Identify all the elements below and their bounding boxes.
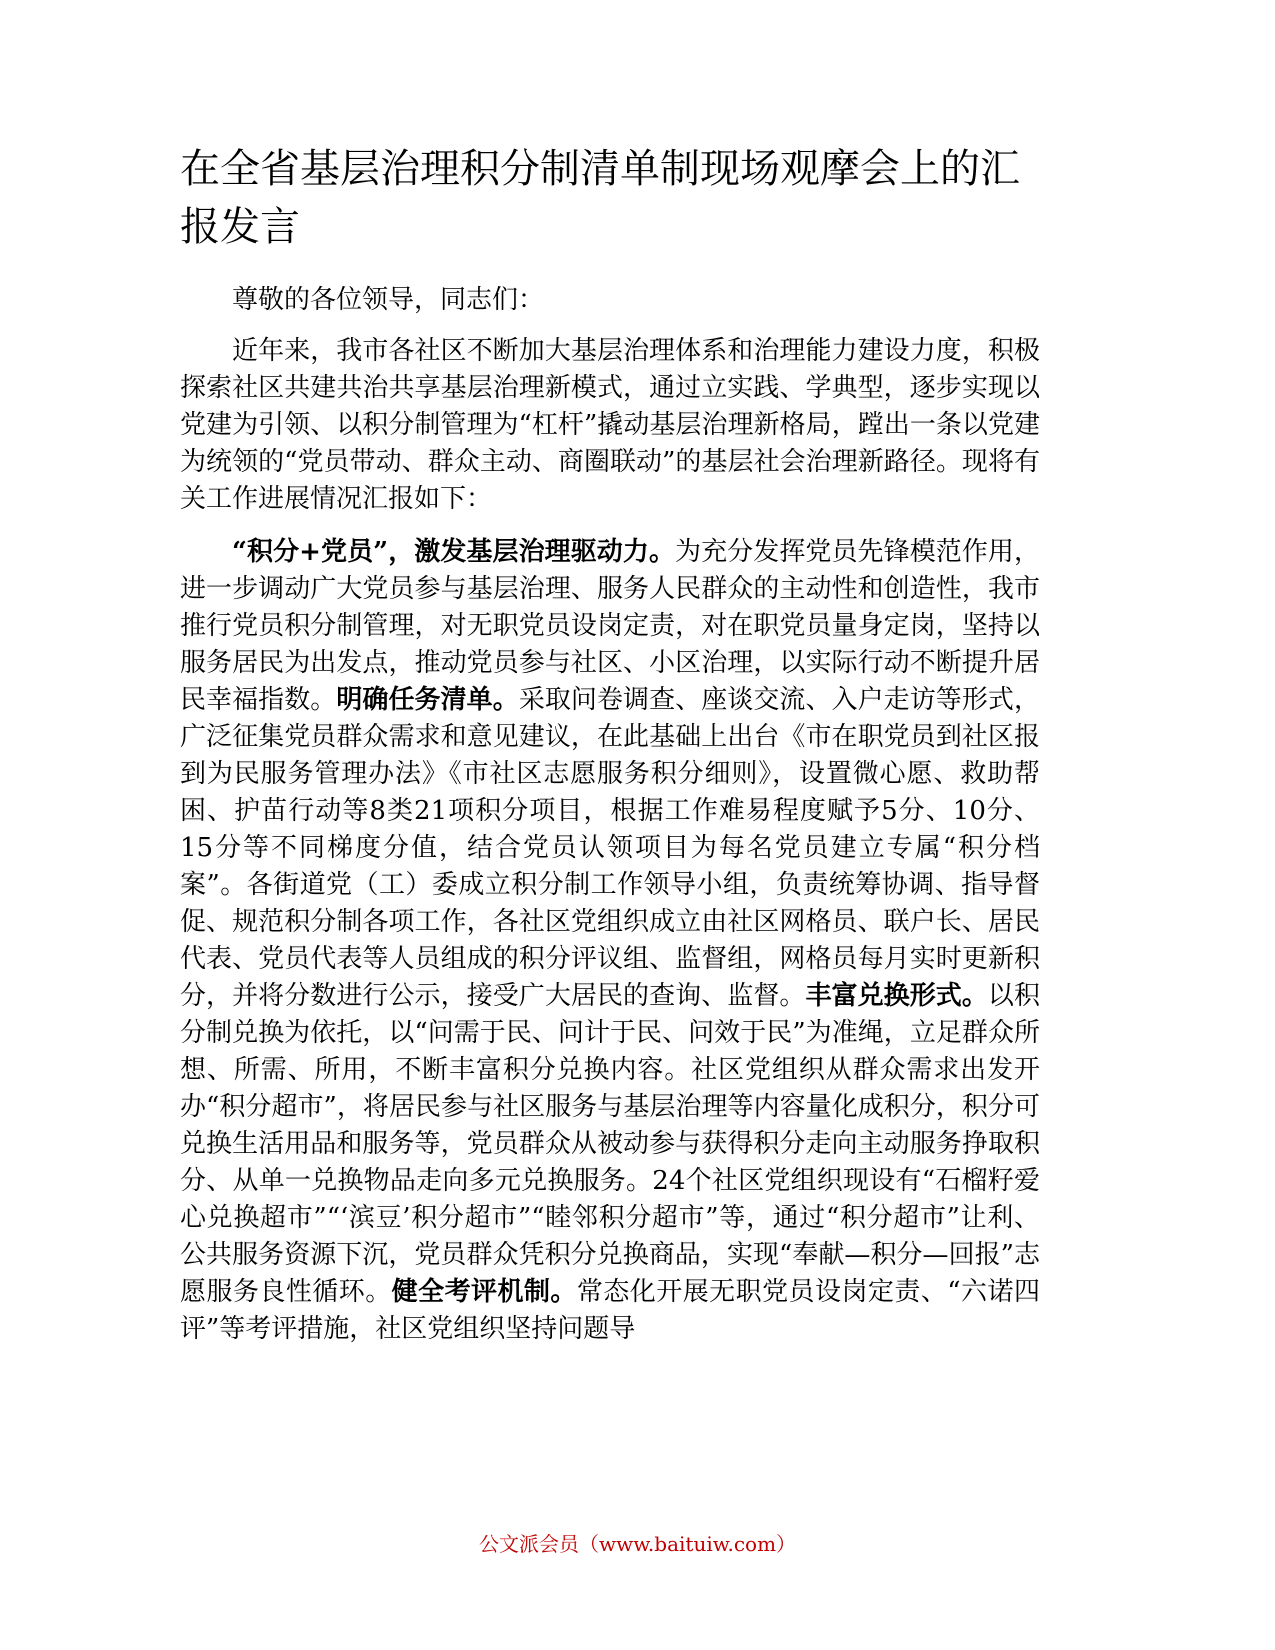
document-page [180,140,1040,1362]
section-1-paragraph [180,534,1040,1348]
section-1-heading: “积分+党员”，激发基层治理驱动力。 [232,537,676,567]
subheading-exchange-forms: 丰富兑换形式。 [805,981,988,1011]
document-title: 在全省基层治理积分制清单制现场观摩会上的汇报发言 [180,146,1020,250]
subheading-task-list: 明确任务清单。 [336,685,519,715]
section-1-text-2: 采取问卷调查、座谈交流、入户走访等形式，广泛征集党员群众需求和意见建议，在此基础上出台《市在职党员到社区报到为民服务管理办法》《市社区志愿服务积分细则》，设置微心愿、救助帮困、护苗行动等8类21项积分项目，根据工作难易程度赋予5分、10分、15分等不同梯度分值，结合党员认领项目为每名党员建立专属“积分档案”。各街道党（工）委成立积分制工作领导小组，负责统筹协调、指导督促、规范积分制各项工作，各社区党组织成立由社区网格员、联户长、居民代表、党员代表等人员组成的积分评议组、监督组，网格员每月实时更新积分，并将分数进行公示，接受广大居民的查询、监督。 [180,685,1040,1011]
section-1-text-4: 常态化开展无职党员设岗定责、“六诺四评”等考评措施，社区党组织坚持问题导 [180,1277,1040,1344]
salutation: 尊敬的各位领导，同志们： [232,285,545,315]
footer-watermark: 公文派会员（www.baituiw.com） [478,1532,797,1556]
intro-paragraph: 近年来，我市各社区不断加大基层治理体系和治理能力建设力度，积极探索社区共建共治共享基层治理新模式，通过立实践、学典型，逐步实现以党建为引领、以积分制管理为“杠杆”撬动基层治理新格局，蹚出一条以党建为统领的“党员带动、群众主动、商圈联动”的基层社会治理新路径。现将有关工作进展情况汇报如下： [180,336,1040,514]
section-1-text-3: 以积分制兑换为依托，以“问需于民、问计于民、问效于民”为准绳，立足群众所想、所需、所用，不断丰富积分兑换内容。社区党组织从群众需求出发开办“积分超市”，将居民参与社区服务与基层治理等内容量化成积分，积分可兑换生活用品和服务等，党员群众从被动参与获得积分走向主动服务挣取积分、从单一兑换物品走向多元兑换服务。24个社区党组织现设有“石榴籽爱心兑换超市”“‘滨豆’积分超市”“睦邻积分超市”等，通过“积分超市”让利、公共服务资源下沉，党员群众凭积分兑换商品，实现“奉献—积分—回报”志愿服务良性循环。 [180,981,1040,1307]
subheading-evaluation: 健全考评机制。 [391,1277,577,1307]
section-1-text-1: 为充分发挥党员先锋模范作用，进一步调动广大党员参与基层治理、服务人民群众的主动性和创造性，我市推行党员积分制管理，对无职党员设岗定责，对在职党员量身定岗，坚持以服务居民为出发点，推动党员参与社区、小区治理，以实际行动不断提升居民幸福指数。 [180,537,1040,715]
